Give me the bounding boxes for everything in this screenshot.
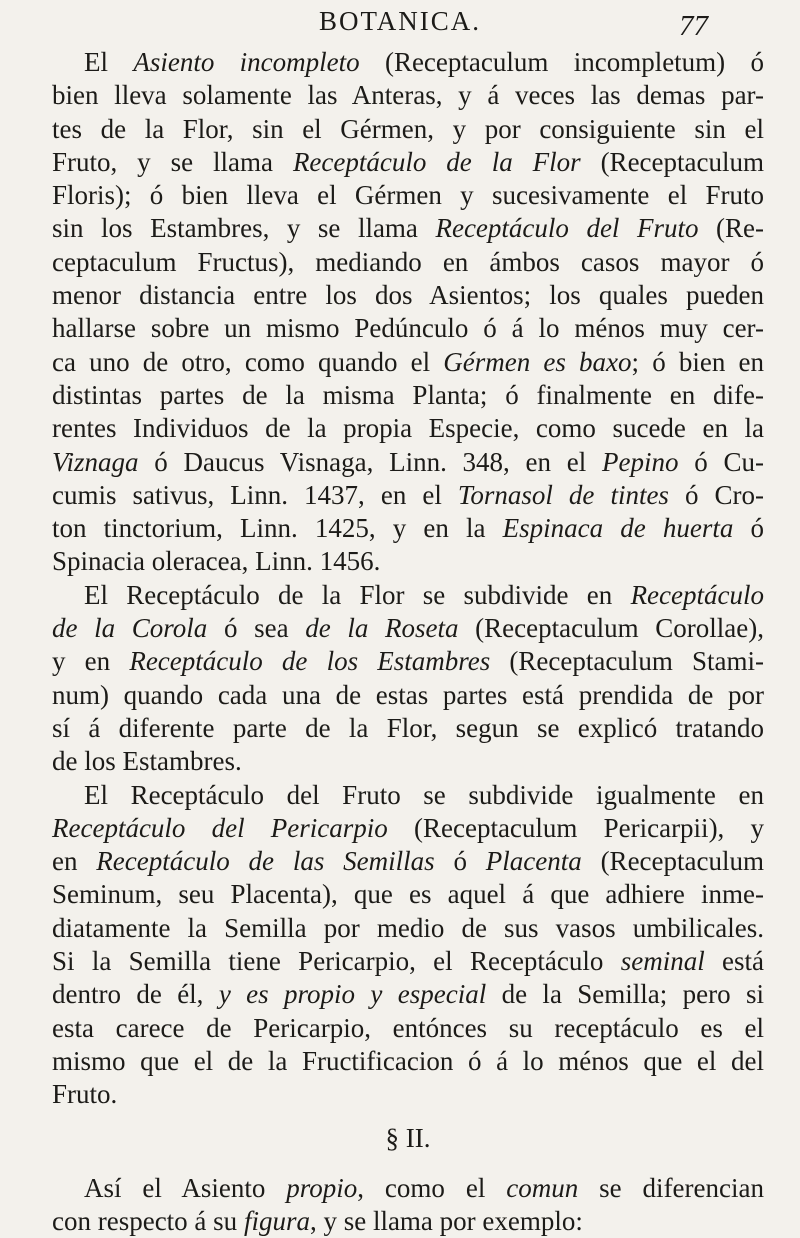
- text-run: El Receptáculo de la Flor se subdivide en: [84, 579, 631, 610]
- text-run: (Receptaculum: [580, 146, 764, 177]
- text-run: (Receptaculum: [581, 846, 764, 877]
- text-run: diatamente la Semilla por medio de sus vasos umbilicales.: [52, 912, 764, 943]
- paragraph-2-line: [52, 745, 764, 778]
- italic-term: Receptáculo de la Flor: [292, 146, 581, 177]
- paragraph-1-line: [52, 146, 764, 179]
- text-run: ó Cro-: [668, 479, 764, 510]
- text-run: ó Daucus Visnaga, Linn. 348, en el: [138, 446, 603, 477]
- text-run: ceptaculum Fructus), mediando en ámbos casos mayor ó: [52, 246, 764, 277]
- paragraph-3-line: [52, 812, 764, 845]
- paragraph-1-line: [52, 246, 764, 279]
- page-number: 77: [679, 10, 708, 42]
- text-run: num) quando cada una de estas partes está prendida de por: [52, 679, 764, 710]
- paragraph-3-line: [52, 912, 764, 945]
- text-run: Seminum, seu Placenta), que es aquel á que adhiere inme-: [52, 879, 764, 910]
- paragraph-1-line: [52, 512, 764, 545]
- italic-term: propio: [286, 1172, 358, 1203]
- paragraph-1-line: [52, 279, 764, 312]
- italic-term: Receptáculo de las Semillas: [96, 846, 435, 877]
- text-run: ó Cu-: [678, 446, 764, 477]
- text-run: Fruto, y se llama: [52, 146, 293, 177]
- text-run: bien lleva solamente las Anteras, y á veces las demas par-: [52, 80, 764, 111]
- italic-term: Gérmen es baxo: [443, 346, 632, 377]
- italic-term: Receptáculo del Fruto: [435, 213, 699, 244]
- paragraph-1-line: [52, 379, 764, 412]
- text-run: y en: [52, 646, 130, 677]
- paragraph-1-line: [52, 412, 764, 445]
- text-run: (Receptaculum incompletum) ó: [359, 47, 764, 77]
- section-heading: § II.: [385, 1122, 431, 1153]
- text-run: (Receptaculum Corollae),: [458, 613, 764, 644]
- text-run: Spinacia oleracea, Linn. 1456.: [52, 546, 381, 577]
- text-run: ; ó bien en: [631, 346, 764, 377]
- text-run: ó: [434, 846, 486, 877]
- text-run: está: [704, 946, 764, 977]
- italic-term: y es propio y especial: [218, 979, 487, 1010]
- paragraph-3-line: [52, 779, 764, 812]
- text-run: hallarse sobre un mismo Pedúnculo ó á lo ménos muy cer-: [52, 313, 764, 344]
- paragraph-2-line: [52, 612, 764, 645]
- paragraph-1-line: [52, 446, 764, 479]
- paragraph-1-line: [52, 312, 764, 345]
- paragraph-1-line: [52, 479, 764, 512]
- text-run: Fruto.: [52, 1079, 118, 1110]
- text-run: (Receptaculum Stami-: [490, 646, 765, 677]
- italic-term: comun: [506, 1172, 579, 1203]
- paragraph-3-line: [52, 878, 764, 911]
- text-run: menor distancia entre los dos Asientos; los quales pueden: [52, 280, 764, 311]
- paragraph-1-line: [52, 545, 764, 578]
- paragraph-3-line: [52, 845, 764, 878]
- text-run: , y se llama por exemplo:: [309, 1205, 583, 1236]
- italic-term: seminal: [620, 946, 705, 977]
- italic-term: de la Corola: [52, 613, 208, 644]
- italic-term: de la Roseta: [305, 613, 459, 644]
- running-title: BOTANICA.: [318, 6, 482, 36]
- italic-term: Viznaga: [52, 446, 139, 477]
- text-run: El: [84, 47, 134, 77]
- italic-term: Receptáculo del Pericarpio: [52, 812, 388, 843]
- text-run: Floris); ó bien lleva el Gérmen y sucesivamente el Fruto: [52, 180, 764, 211]
- paragraph-1-line: [52, 113, 764, 146]
- text-run: en: [52, 846, 97, 877]
- text-run: (Receptaculum Pericarpii), y: [387, 812, 764, 843]
- paragraph-2-line: [52, 645, 764, 678]
- text-run: de la Semilla; pero si: [486, 979, 764, 1010]
- italic-term: Receptáculo de los Estambres: [129, 646, 491, 677]
- italic-term: Pepino: [602, 446, 679, 477]
- paragraph-3-line: [52, 945, 764, 978]
- final-paragraph-line: [52, 1172, 764, 1205]
- text-run: El Receptáculo del Fruto se subdivide igualmente en: [84, 779, 764, 810]
- text-run: se diferencian: [578, 1172, 764, 1203]
- italic-term: Asiento incompleto: [133, 47, 360, 77]
- paragraph-2-line: [52, 712, 764, 745]
- text-run: cumis sativus, Linn. 1437, en el: [52, 479, 458, 510]
- italic-term: figura: [243, 1205, 310, 1236]
- text-run: ca uno de otro, como quando el: [52, 346, 444, 377]
- paragraph-2-line: [52, 679, 764, 712]
- italic-term: Tornasol de tintes: [457, 479, 669, 510]
- text-run: Si la Semilla tiene Pericarpio, el Receptáculo: [52, 946, 621, 977]
- text-run: Así el Asiento: [84, 1172, 287, 1203]
- text-run: , como el: [357, 1172, 507, 1203]
- text-run: ton tinctorium, Linn. 1425, y en la: [52, 513, 503, 544]
- page-header: [0, 4, 800, 44]
- italic-term: Espinaca de huerta: [502, 513, 734, 544]
- body-text: [52, 46, 764, 1238]
- text-run: dentro de él,: [52, 979, 219, 1010]
- text-run: distintas partes de la misma Planta; ó finalmente en dife-: [52, 379, 764, 410]
- text-run: rentes Individuos de la propia Especie, como sucede en la: [52, 413, 764, 444]
- text-run: ó: [733, 513, 765, 544]
- text-run: sin los Estambres, y se llama: [52, 213, 436, 244]
- final-paragraph-line: [52, 1205, 764, 1238]
- paragraph-3-line: [52, 1045, 764, 1078]
- paragraph-1-line: [52, 79, 764, 112]
- text-run: ó sea: [207, 613, 306, 644]
- text-run: de los Estambres.: [52, 746, 242, 777]
- paragraph-3-line: [52, 1078, 764, 1111]
- paragraph-3-line: [52, 1012, 764, 1045]
- paragraph-1-line: [52, 179, 764, 212]
- paragraph-1-line: [52, 212, 764, 245]
- paragraph-2-line: [52, 579, 764, 612]
- text-run: tes de la Flor, sin el Gérmen, y por consiguiente sin el: [52, 113, 764, 144]
- text-run: mismo que el de la Fructificacion ó á lo ménos que el del: [52, 1045, 764, 1076]
- text-run: con respecto á su: [52, 1205, 244, 1236]
- paragraph-3-line: [52, 978, 764, 1011]
- italic-term: Placenta: [485, 846, 582, 877]
- italic-term: Receptáculo: [630, 579, 764, 610]
- text-run: sí á diferente parte de la Flor, segun se explicó tratando: [52, 712, 764, 743]
- text-run: (Re-: [698, 213, 765, 244]
- paragraph-1-line: [52, 346, 764, 379]
- paragraph-1-line: [52, 46, 764, 79]
- text-run: esta carece de Pericarpio, entónces su receptáculo es el: [52, 1012, 764, 1043]
